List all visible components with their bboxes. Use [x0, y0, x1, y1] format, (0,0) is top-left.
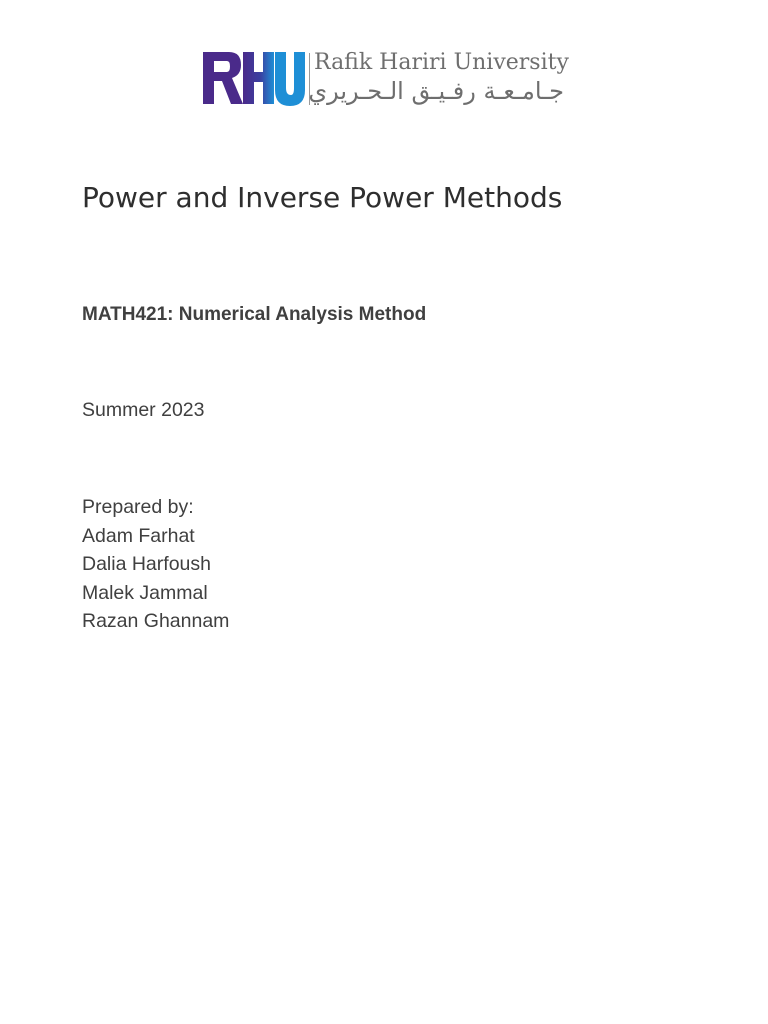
- author-name: Dalia Harfoush: [82, 553, 211, 575]
- university-name-arabic: جـامـعـة رفـيـق الـحـريري: [308, 77, 564, 105]
- prepared-by-label: Prepared by:: [82, 496, 194, 518]
- rhu-logo-mark: [203, 50, 305, 106]
- author-name: Razan Ghannam: [82, 610, 230, 632]
- course-name: MATH421: Numerical Analysis Method: [82, 304, 427, 325]
- university-name-english: Rafik Hariri University: [314, 50, 569, 75]
- author-name: Malek Jammal: [82, 581, 208, 604]
- prepared-by-block: [82, 493, 229, 636]
- document-title: Power and Inverse Power Methods: [82, 181, 563, 214]
- university-logo: [203, 50, 573, 108]
- term: Summer 2023: [82, 399, 205, 421]
- author-name: Adam Farhat: [82, 524, 195, 547]
